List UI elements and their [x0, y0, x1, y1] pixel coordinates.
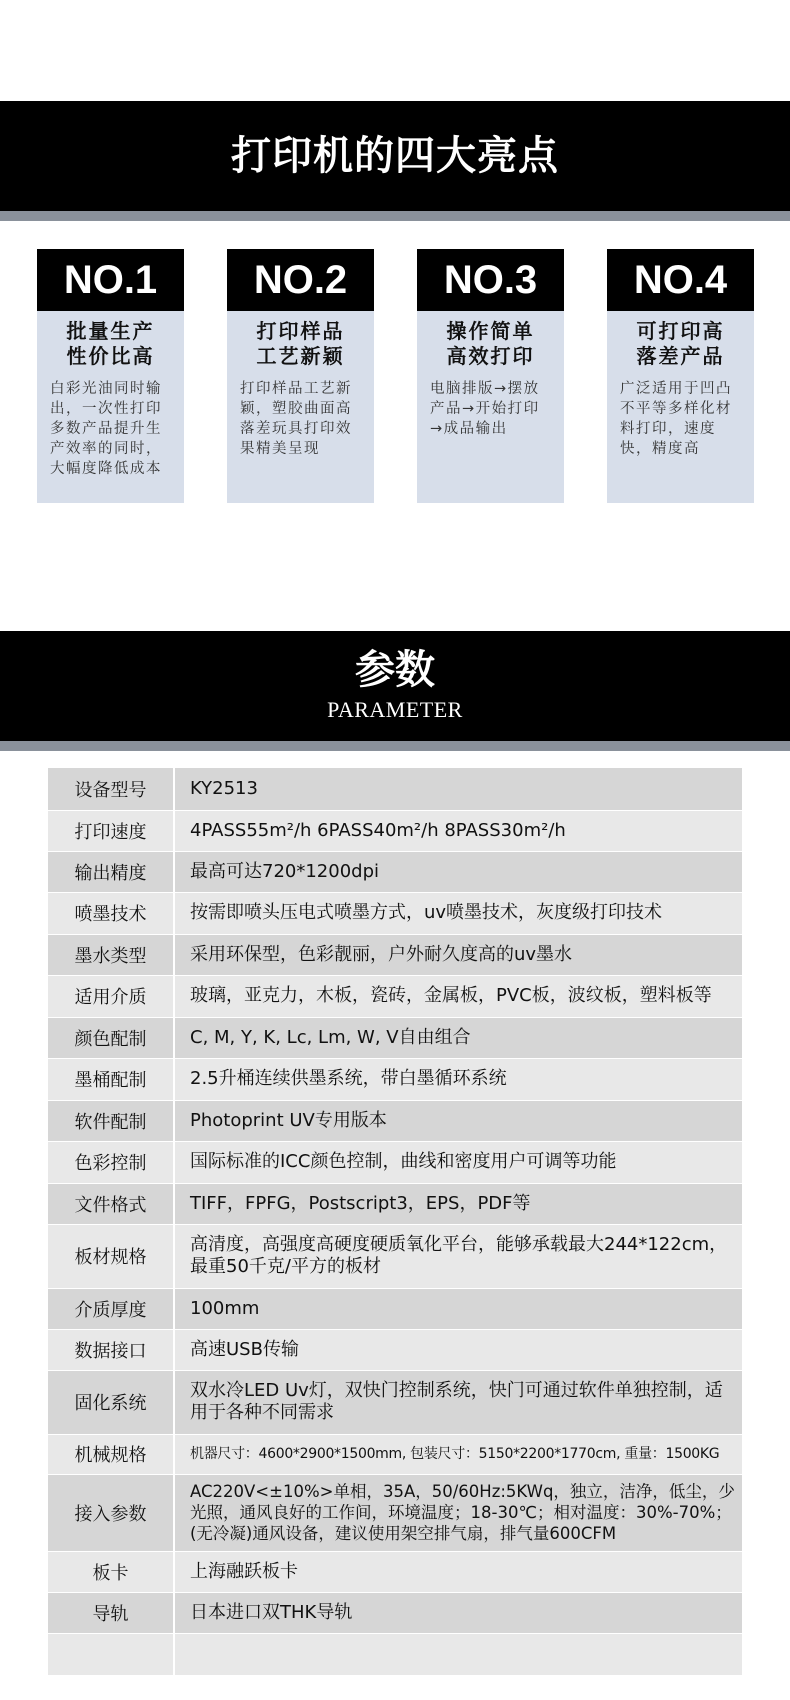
spec-label: 喷墨技术	[48, 892, 174, 934]
spec-label: 机械规格	[48, 1434, 174, 1474]
spec-row	[48, 1474, 742, 1551]
spec-value: 上海融跃板卡	[174, 1551, 742, 1592]
spec-row	[48, 1551, 742, 1592]
spec-value: 双水冷LED Uv灯，双快门控制系统，快门可通过软件单独控制，适用于各种不同需求	[174, 1370, 742, 1434]
spec-value: 日本进口双THK导轨	[174, 1592, 742, 1633]
spec-value: 100mm	[174, 1288, 742, 1329]
spec-label: 色彩控制	[48, 1141, 174, 1183]
spec-label: 设备型号	[48, 768, 174, 810]
spec-label: 板卡	[48, 1551, 174, 1592]
spec-row	[48, 1017, 742, 1058]
spec-value: 高速USB传输	[174, 1329, 742, 1370]
spec-label: 导轨	[48, 1592, 174, 1633]
spec-row	[48, 1100, 742, 1141]
spec-row-empty	[48, 1633, 742, 1675]
spec-label: 固化系统	[48, 1370, 174, 1434]
card-description: 电脑排版→摆放产品→开始打印→成品输出	[430, 381, 540, 437]
spec-value: AC220V<±10%>单相，35A，50/60Hz:5KWq，独立，洁净，低尘，少光照，通风良好的工作间，环境温度；18-30℃；相对温度：30%-70%；(无冷凝)通风设备，建议使用架空排气扇，排气量600CFM	[174, 1474, 742, 1551]
highlights-divider	[0, 211, 790, 221]
highlights-title: 打印机的四大亮点	[231, 133, 559, 179]
spec-value: 最高可达720*1200dpi	[174, 851, 742, 892]
spec-value: 按需即喷头压电式喷墨方式，uv喷墨技术，灰度级打印技术	[174, 892, 742, 934]
card-description: 打印样品工艺新颖，塑胶曲面高落差玩具打印效果精美呈现	[240, 381, 352, 457]
highlight-card-2	[227, 249, 374, 503]
spec-label	[48, 1633, 174, 1675]
spec-label: 墨桶配制	[48, 1058, 174, 1100]
highlight-card-4	[607, 249, 754, 503]
spec-value: Photoprint UV专用版本	[174, 1100, 742, 1141]
spec-table	[48, 768, 742, 1676]
spec-row	[48, 810, 742, 851]
spec-value: KY2513	[174, 768, 742, 810]
spec-label: 文件格式	[48, 1183, 174, 1224]
parameters-banner	[0, 631, 790, 741]
spec-row	[48, 1370, 742, 1434]
spec-label: 板材规格	[48, 1224, 174, 1288]
spec-row	[48, 1224, 742, 1288]
spec-value: 玻璃，亚克力，木板，瓷砖，金属板，PVC板，波纹板，塑料板等	[174, 975, 742, 1017]
card-description: 白彩光油同时输出，一次性打印多数产品提升生产效率的同时，大幅度降低成本	[50, 381, 162, 477]
spec-row	[48, 1058, 742, 1100]
spec-value: 采用环保型，色彩靓丽，户外耐久度高的uv墨水	[174, 934, 742, 975]
highlights-banner	[0, 101, 790, 211]
spec-value: 国际标准的ICC颜色控制，曲线和密度用户可调等功能	[174, 1141, 742, 1183]
spec-label: 接入参数	[48, 1474, 174, 1551]
spec-row	[48, 851, 742, 892]
spec-value	[174, 1633, 742, 1675]
spec-label: 颜色配制	[48, 1017, 174, 1058]
parameters-subtitle: PARAMETER	[327, 697, 463, 722]
spec-row	[48, 1141, 742, 1183]
card-number: NO.3	[417, 249, 564, 311]
spec-label: 输出精度	[48, 851, 174, 892]
spec-value: 机器尺寸：4600*2900*1500mm, 包装尺寸：5150*2200*1770cm, 重量：1500KG	[174, 1434, 742, 1474]
spec-row	[48, 892, 742, 934]
spec-row	[48, 1329, 742, 1370]
card-number: NO.2	[227, 249, 374, 311]
spec-row	[48, 934, 742, 975]
parameters-title: 参数	[355, 647, 435, 693]
spec-row	[48, 1434, 742, 1474]
spec-row	[48, 975, 742, 1017]
spec-value: 4PASS55m²/h 6PASS40m²/h 8PASS30m²/h	[174, 810, 742, 851]
highlight-card-3	[417, 249, 564, 503]
spec-label: 适用介质	[48, 975, 174, 1017]
spec-label: 软件配制	[48, 1100, 174, 1141]
spec-value: TIFF，FPFG，Postscript3，EPS，PDF等	[174, 1183, 742, 1224]
spec-row	[48, 1183, 742, 1224]
card-title: 可打印高 落差产品	[636, 319, 725, 368]
spec-label: 数据接口	[48, 1329, 174, 1370]
highlight-card-1	[37, 249, 184, 503]
spec-value: C, M, Y, K, Lc, Lm, W, V自由组合	[174, 1017, 742, 1058]
card-title: 打印样品 工艺新颖	[256, 319, 345, 368]
spec-label: 打印速度	[48, 810, 174, 851]
spec-value: 2.5升桶连续供墨系统，带白墨循环系统	[174, 1058, 742, 1100]
spec-row	[48, 768, 742, 810]
card-number: NO.4	[607, 249, 754, 311]
spec-label: 介质厚度	[48, 1288, 174, 1329]
spec-row	[48, 1288, 742, 1329]
parameters-divider	[0, 741, 790, 751]
spec-row	[48, 1592, 742, 1633]
card-description: 广泛适用于凹凸不平等多样化材料打印，速度快，精度高	[620, 381, 732, 457]
card-title: 操作简单 高效打印	[446, 319, 535, 368]
card-number: NO.1	[37, 249, 184, 311]
spec-label: 墨水类型	[48, 934, 174, 975]
spec-value: 高清度，高强度高硬度硬质氧化平台，能够承载最大244*122cm，最重50千克/平方的板材	[174, 1224, 742, 1288]
card-title: 批量生产 性价比高	[66, 319, 155, 368]
